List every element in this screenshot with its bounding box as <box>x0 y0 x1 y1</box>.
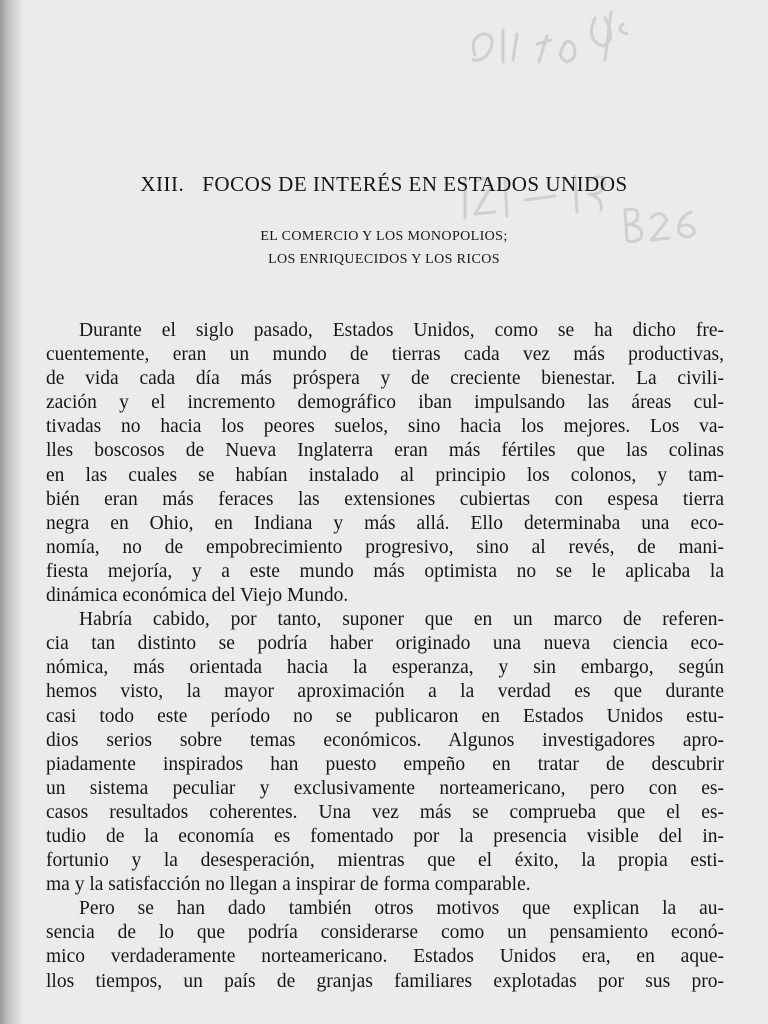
text-line: zación y el incremento demográfico iban impulsando las áreas cul- <box>46 392 724 414</box>
text-line: un sistema peculiar y exclusivamente norteamericano, pero con es- <box>46 777 724 799</box>
binding-shadow <box>0 0 22 1024</box>
text-line: cia tan distinto se podría haber originado una nueva ciencia eco- <box>46 633 724 655</box>
text-line: fortunio y la desesperación, mientras que el éxito, la propia esti- <box>46 850 724 872</box>
text-line: lles boscosos de Nueva Inglaterra eran más fértiles que las colinas <box>46 440 724 462</box>
text-line: Habría cabido, por tanto, suponer que en un marco de referen- <box>79 609 724 631</box>
text-line: hemos visto, la mayor aproximación a la verdad es que durante <box>46 681 724 703</box>
chapter-subtitle-line-1: EL COMERCIO Y LOS MONOPOLIOS; <box>260 229 508 244</box>
chapter-subtitle-line-2: LOS ENRIQUECIDOS Y LOS RICOS <box>268 252 500 267</box>
text-line: tudio de la economía es fomentado por la presencia visible del in- <box>46 825 724 847</box>
text-line: negra en Ohio, en Indiana y más allá. Ello determinaba una eco- <box>46 512 724 534</box>
text-line: mico verdaderamente norteamericano. Estados Unidos era, en aque- <box>46 946 724 968</box>
text-line: en las cuales se habían instalado al principio los colonos, y tam- <box>46 464 724 486</box>
text-line: de vida cada día más próspera y de creciente bienestar. La civili- <box>46 368 724 390</box>
chapter-title: FOCOS DE INTERÉS EN ESTADOS UNIDOS <box>202 172 628 196</box>
text-line: nomía, no de empobrecimiento progresivo, sino al revés, de mani- <box>46 536 724 558</box>
text-line: casi todo este período no se publicaron en Estados Unidos estu- <box>46 705 724 727</box>
body-text <box>46 319 724 994</box>
text-line: ma y la satisfacción no llegan a inspirar de forma comparable. <box>46 874 531 896</box>
text-line: nómica, más orientada hacia la esperanza, y sin embargo, según <box>46 657 724 679</box>
chapter-number: XIII. <box>140 172 185 196</box>
text-line: piadamente inspirados han puesto empeño en tratar de descubrir <box>46 753 724 775</box>
text-line: cuentemente, eran un mundo de tierras cada vez más productivas, <box>46 344 724 366</box>
text-line: fiesta mejoría, y a este mundo más optimista no se le aplicaba la <box>46 560 724 582</box>
text-line: casos resultados coherentes. Una vez más se comprueba que el es- <box>46 801 724 823</box>
text-line: bién eran más feraces las extensiones cubiertas con espesa tierra <box>46 488 724 510</box>
pencil-annotations <box>455 0 755 250</box>
text-line: dios serios sobre temas económicos. Algunos investigadores apro- <box>46 729 724 751</box>
text-line: llos tiempos, un país de granjas familiares explotadas por sus pro- <box>46 970 724 992</box>
handwritten-annotation-graphic <box>455 0 755 250</box>
chapter-heading <box>0 172 768 197</box>
text-line: tivadas no hacia los peores suelos, sino hacia los mejores. Los va- <box>46 416 724 438</box>
text-line: sencia de lo que podría considerarse como un pensamiento econó- <box>46 922 724 944</box>
text-line: dinámica económica del Viejo Mundo. <box>46 585 349 607</box>
text-line: Durante el siglo pasado, Estados Unidos, como se ha dicho fre- <box>79 320 724 341</box>
text-line: Pero se han dado también otros motivos que explican la au- <box>79 898 724 920</box>
